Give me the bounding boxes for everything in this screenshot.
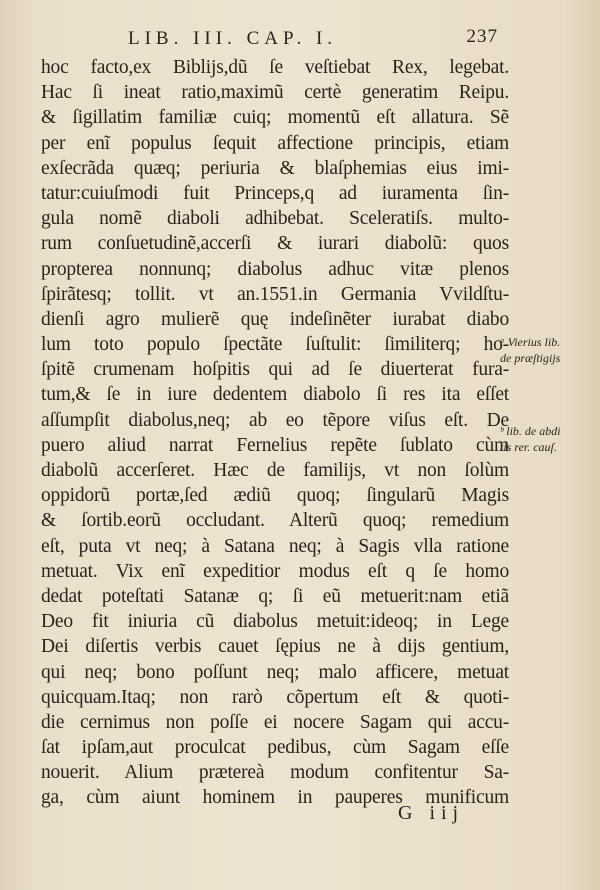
- text-line: ga, cùm aiunt hominem in pauperes munificum: [41, 787, 509, 809]
- text-line: rum conſuetudinẽ,accerſi & iurari diabolũ: quos: [41, 233, 509, 255]
- text-line: puero aliud narrat Fernelius repẽte ſublato cùm: [41, 434, 509, 456]
- text-line: metuat. Vix enĩ expeditior modus eſt q ſe homo: [41, 560, 509, 582]
- text-line: tatur:cuiuſmodi fuit Princeps,q ad iuramenta ſin-: [41, 182, 509, 204]
- text-line: tum,& ſe in iure dedentem diabolo ſi res ita eſſet: [41, 384, 509, 406]
- marginal-note-line: tis rer. cauſ.: [500, 440, 557, 454]
- text-line: dedat poteſtati Satanæ q; ſi eũ metuerit:nam etiã: [41, 585, 509, 607]
- text-line: exſecrãda quæq; periuria & blaſphemias eius imi-: [41, 157, 509, 179]
- marginal-note-line: de præſtigijs: [500, 351, 561, 365]
- text-line: Dei diſertis verbis cauet ſępius ne à dijs gentium,: [41, 636, 509, 658]
- text-line: lum toto populo ſpectãte ſuſtulit: ſimiliterq; ho-: [41, 334, 509, 356]
- text-line: hoc facto,ex Biblijs,dũ ſe veſtiebat Rex, legebat.: [41, 57, 509, 78]
- text-line: & ſigillatim familiæ cuiq; momentũ eſt allatura. Sẽ: [41, 107, 509, 129]
- marginal-note-vierius: [500, 334, 560, 366]
- text-line: Hac ſi ineat ratio,maximũ certè generatim Reipu.: [41, 82, 509, 104]
- marginal-note-line: ᵇ lib. de abdi: [500, 424, 561, 438]
- text-line: die cernimus non poſſe ei nocere Sagam qui accu-: [41, 711, 509, 733]
- text-line: ſat ipſam,aut proculcat pedibus, cùm Sagam eſſe: [41, 737, 509, 759]
- page-header: [128, 26, 498, 52]
- text-line: Deo fit iniuria cũ diabolus metuit:ideoq; in Lege: [41, 611, 509, 633]
- text-line: diabolũ accerſeret. Hæc de familijs, vt non ſolùm: [41, 460, 509, 481]
- text-line: ſpirãtesq; tollit. vt an.1551.in Germania Vvildſtu-: [41, 283, 509, 305]
- running-head: LIB. III. CAP. I.: [128, 28, 338, 49]
- page-number: 237: [466, 26, 498, 47]
- text-line: eſt, puta vt neq; à Satana neq; à Sagis vlla ratione: [41, 535, 509, 557]
- text-line: dienſi agro mulierẽ quę indeſinẽter iurabat diabo: [41, 308, 509, 330]
- text-line: propterea nonnunq; diabolus adhuc vitæ plenos: [41, 258, 509, 280]
- text-line: oppidorũ portæ,ſed ædiũ quoq; ſingularũ Magis: [41, 485, 509, 507]
- text-line: nouerit. Alium prætereà modum confitentur Sa-: [41, 762, 509, 784]
- body-text: [41, 55, 509, 811]
- marginal-note-line: ᵃ Vierius lib.: [500, 335, 561, 349]
- text-line: per enĩ populus ſequit affectione principis, etiam: [41, 132, 509, 154]
- text-line: qui neq; bono poſſunt neq; malo afficere, metuat: [41, 661, 509, 683]
- marginal-note-fernelius: [500, 423, 561, 455]
- text-line: gula nomẽ diaboli adhibebat. Sceleratiſs. multo-: [41, 208, 509, 230]
- text-line: aſſumpſit diabolus,neq; ab eo tẽpore viſus eſt. De: [41, 409, 509, 431]
- text-line: ſpitẽ crumenam hoſpitis qui ad ſe diuerterat fura-: [41, 359, 509, 381]
- text-line: & ſortib.eorũ occludant. Alterũ quoq; remedium: [41, 510, 509, 532]
- signature-mark: G iij: [398, 802, 465, 824]
- text-line: quicquam.Itaq; non rarò cõpertum eſt & quoti-: [41, 686, 509, 708]
